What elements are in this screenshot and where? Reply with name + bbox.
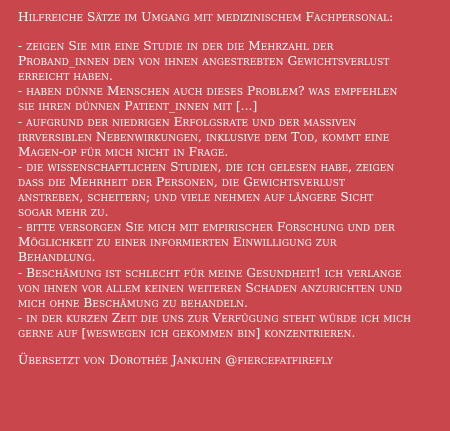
phrase-item-1: - zeigen Sie mir eine Studie in der die Mehrzahl der Proband_innen den von ihnen angestrebten Gewichtsverlust erreicht haben.	[18, 39, 390, 84]
phrase-list	[18, 39, 436, 341]
phrase-item-2: - haben dünne Menschen auch dieses Problem? was empfehlen sie ihren dünnen Patient_innen mit [...]	[18, 84, 398, 114]
phrase-item-4: - die wissenschaftlichen Studien, die ich gelesen habe, zeigen dass die Mehrheit der Personen, die Gewichtsverlust anstreben, scheitern; und viele nehmen auf längere Sicht sogar mehr zu.	[18, 159, 395, 220]
phrase-item-7: - in der kurzen Zeit die uns zur Verfügung steht würde ich mich gerne auf [weswegen ich gekommen bin] konzentrieren.	[18, 310, 411, 340]
phrase-item-3: - aufgrund der niedrigen Erfolgsrate und der massiven irrversiblen Nebenwirkungen, inklusive dem Tod, kommt eine Magen-op für mich nicht in Frage.	[18, 114, 390, 159]
phrase-item-6: - Beschämung ist schlecht für meine Gesundheit! ich verlange von ihnen vor allem keinen weiteren Schaden anzurichten und mich ohne Beschämung zu behandeln.	[18, 265, 402, 310]
card-heading: Hilfreiche Sätze im Umgang mit medizinischem Fachpersonal:	[18, 10, 394, 24]
phrase-item-5: - bitte versorgen Sie mich mit empirischer Forschung und der Möglichkeit zu einer informierten Einwilligung zur Behandlung.	[18, 220, 395, 265]
translation-credit: Übersetzt von Dorothée Jankuhn @fiercefatfirefly	[18, 352, 333, 367]
